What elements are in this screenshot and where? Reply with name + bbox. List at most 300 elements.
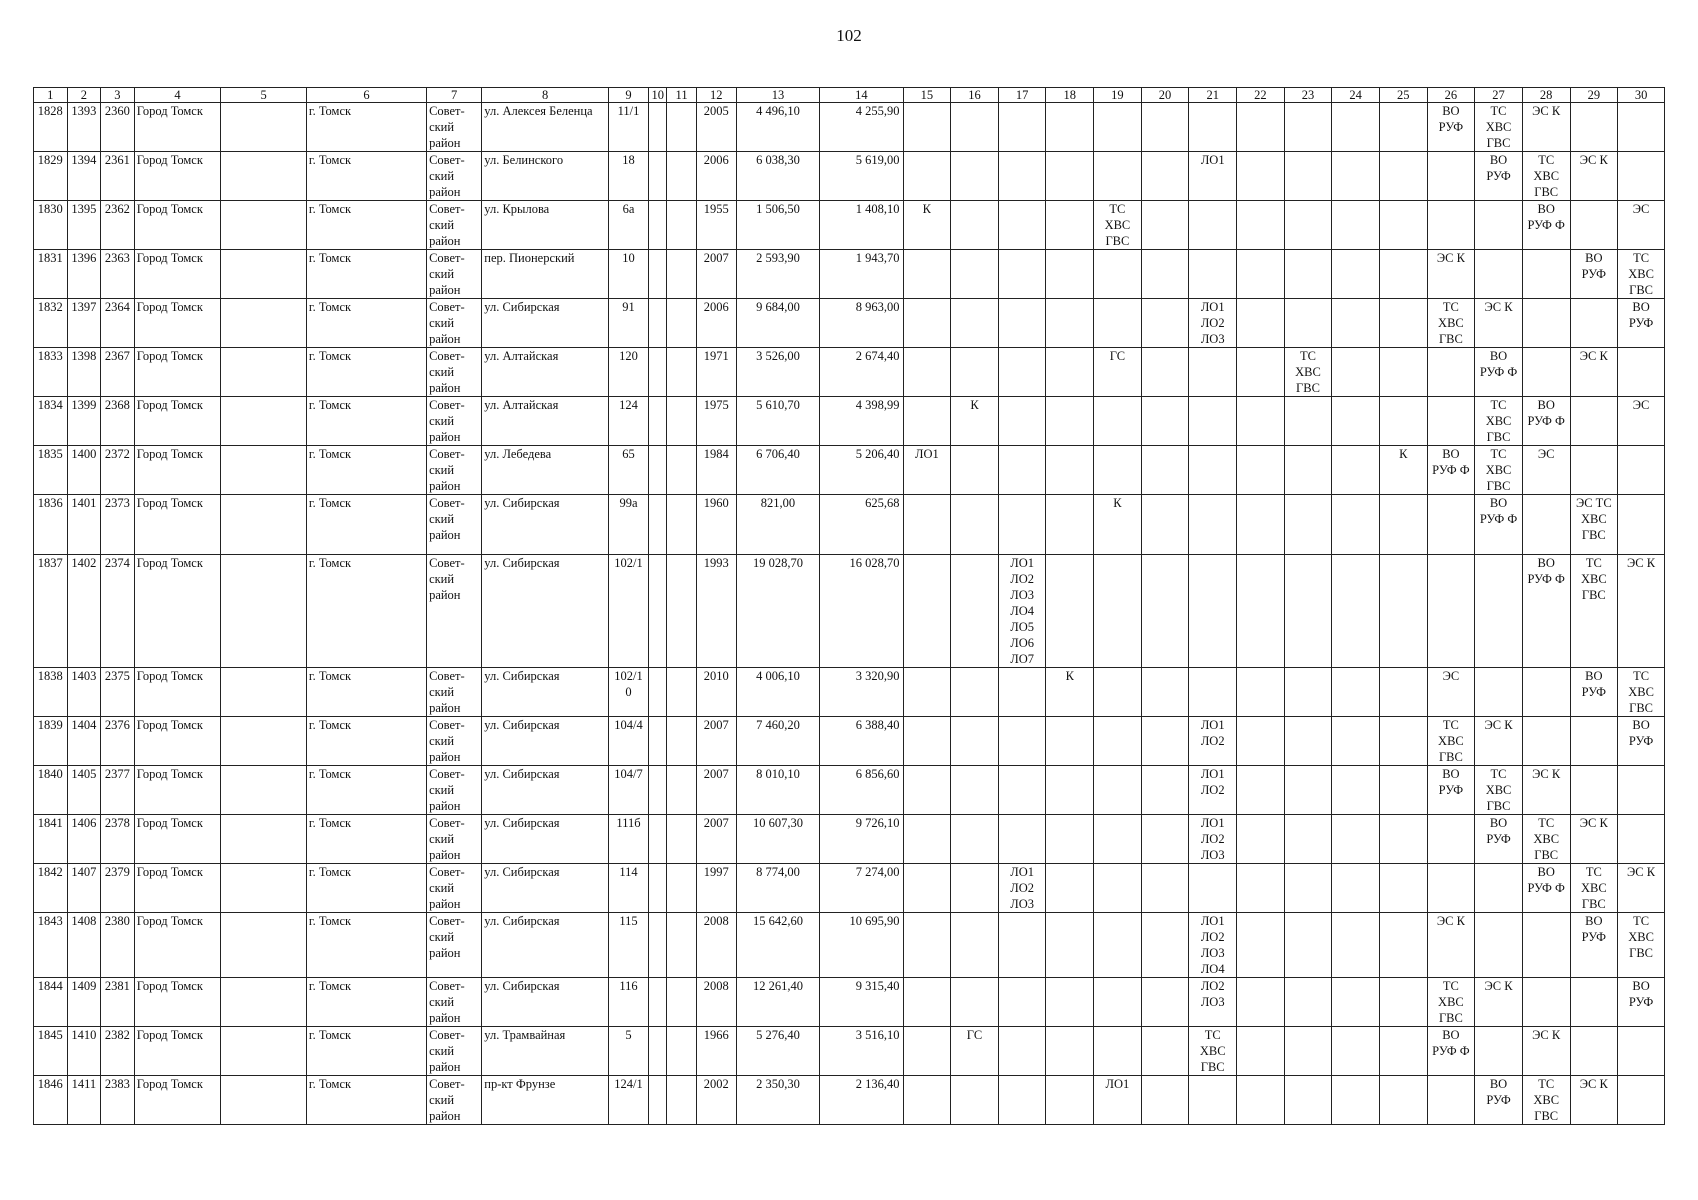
table-cell-col-14: 6 856,60 bbox=[820, 766, 903, 815]
table-cell-col-6: г. Томск bbox=[306, 1027, 426, 1076]
table-row bbox=[34, 668, 1665, 717]
table-cell-col-9: 5 bbox=[608, 1027, 648, 1076]
table-cell-col-3: 2379 bbox=[101, 864, 135, 913]
table-cell-col-28 bbox=[1522, 250, 1570, 299]
table-cell-col-27: ВО РУФ bbox=[1475, 815, 1523, 864]
table-cell-col-17 bbox=[998, 250, 1046, 299]
column-header-20: 20 bbox=[1141, 88, 1189, 103]
table-cell-col-11 bbox=[667, 815, 696, 864]
column-header-5: 5 bbox=[221, 88, 307, 103]
table-cell-col-28: ЭС К bbox=[1522, 766, 1570, 815]
table-cell-col-15 bbox=[903, 103, 951, 152]
table-cell-col-5 bbox=[221, 913, 307, 978]
table-cell-col-18 bbox=[1046, 1076, 1094, 1125]
table-cell-col-28 bbox=[1522, 978, 1570, 1027]
table-cell-col-17 bbox=[998, 103, 1046, 152]
table-cell-col-19 bbox=[1094, 913, 1142, 978]
table-cell-col-23: ТС ХВС ГВС bbox=[1284, 348, 1332, 397]
table-cell-col-1: 1837 bbox=[34, 555, 68, 668]
table-cell-col-11 bbox=[667, 1027, 696, 1076]
table-cell-col-21 bbox=[1189, 668, 1237, 717]
table-cell-col-14: 6 388,40 bbox=[820, 717, 903, 766]
table-cell-col-24 bbox=[1332, 766, 1380, 815]
table-cell-col-10 bbox=[649, 299, 667, 348]
table-cell-col-8: ул. Алексея Беленца bbox=[482, 103, 609, 152]
table-cell-col-9: 115 bbox=[608, 913, 648, 978]
table-cell-col-3: 2381 bbox=[101, 978, 135, 1027]
table-row bbox=[34, 717, 1665, 766]
table-cell-col-29 bbox=[1570, 978, 1618, 1027]
column-header-13: 13 bbox=[736, 88, 819, 103]
table-cell-col-30: ЭС bbox=[1618, 397, 1665, 446]
table-cell-col-26: ЭС bbox=[1427, 668, 1475, 717]
table-cell-col-11 bbox=[667, 978, 696, 1027]
table-cell-col-3: 2361 bbox=[101, 152, 135, 201]
table-cell-col-20 bbox=[1141, 978, 1189, 1027]
table-cell-col-6: г. Томск bbox=[306, 103, 426, 152]
table-cell-col-14: 1 408,10 bbox=[820, 201, 903, 250]
table-cell-col-26 bbox=[1427, 1076, 1475, 1125]
table-cell-col-15 bbox=[903, 250, 951, 299]
table-cell-col-27: ТС ХВС ГВС bbox=[1475, 446, 1523, 495]
table-cell-col-16 bbox=[951, 446, 999, 495]
table-cell-col-29: ВО РУФ bbox=[1570, 913, 1618, 978]
table-cell-col-20 bbox=[1141, 152, 1189, 201]
table-cell-col-6: г. Томск bbox=[306, 1076, 426, 1125]
table-cell-col-26 bbox=[1427, 152, 1475, 201]
table-cell-col-6: г. Томск bbox=[306, 446, 426, 495]
table-cell-col-28 bbox=[1522, 299, 1570, 348]
table-cell-col-21: ТС ХВС ГВС bbox=[1189, 1027, 1237, 1076]
table-row bbox=[34, 446, 1665, 495]
table-cell-col-14: 16 028,70 bbox=[820, 555, 903, 668]
table-cell-col-1: 1844 bbox=[34, 978, 68, 1027]
table-cell-col-8: ул. Белинского bbox=[482, 152, 609, 201]
table-cell-col-2: 1404 bbox=[67, 717, 101, 766]
table-cell-col-27 bbox=[1475, 913, 1523, 978]
register-table bbox=[33, 87, 1665, 1125]
table-cell-col-19 bbox=[1094, 397, 1142, 446]
table-cell-col-17 bbox=[998, 717, 1046, 766]
table-cell-col-28 bbox=[1522, 348, 1570, 397]
table-cell-col-28: ЭС К bbox=[1522, 1027, 1570, 1076]
table-cell-col-15 bbox=[903, 152, 951, 201]
table-cell-col-1: 1828 bbox=[34, 103, 68, 152]
table-cell-col-1: 1843 bbox=[34, 913, 68, 978]
table-cell-col-12: 1966 bbox=[696, 1027, 736, 1076]
table-cell-col-16 bbox=[951, 250, 999, 299]
table-cell-col-2: 1411 bbox=[67, 1076, 101, 1125]
table-cell-col-4: Город Томск bbox=[134, 348, 221, 397]
table-cell-col-21 bbox=[1189, 397, 1237, 446]
table-cell-col-3: 2374 bbox=[101, 555, 135, 668]
table-cell-col-10 bbox=[649, 913, 667, 978]
table-cell-col-5 bbox=[221, 446, 307, 495]
table-cell-col-23 bbox=[1284, 201, 1332, 250]
table-cell-col-30 bbox=[1618, 152, 1665, 201]
table-cell-col-18 bbox=[1046, 717, 1094, 766]
column-header-4: 4 bbox=[134, 88, 221, 103]
table-cell-col-26: ВО РУФ Ф bbox=[1427, 446, 1475, 495]
table-cell-col-10 bbox=[649, 250, 667, 299]
table-cell-col-7: Совет- ский район bbox=[427, 201, 482, 250]
table-cell-col-17 bbox=[998, 495, 1046, 555]
table-cell-col-29 bbox=[1570, 201, 1618, 250]
table-cell-col-6: г. Томск bbox=[306, 495, 426, 555]
table-cell-col-14: 3 320,90 bbox=[820, 668, 903, 717]
column-header-3: 3 bbox=[101, 88, 135, 103]
table-cell-col-24 bbox=[1332, 250, 1380, 299]
table-cell-col-7: Совет- ский район bbox=[427, 978, 482, 1027]
table-cell-col-21 bbox=[1189, 1076, 1237, 1125]
table-cell-col-30 bbox=[1618, 348, 1665, 397]
table-cell-col-25 bbox=[1379, 1076, 1427, 1125]
table-cell-col-17 bbox=[998, 299, 1046, 348]
table-cell-col-3: 2372 bbox=[101, 446, 135, 495]
table-cell-col-3: 2364 bbox=[101, 299, 135, 348]
table-cell-col-1: 1842 bbox=[34, 864, 68, 913]
table-cell-col-23 bbox=[1284, 815, 1332, 864]
table-cell-col-17 bbox=[998, 815, 1046, 864]
table-cell-col-7: Совет- ский район bbox=[427, 446, 482, 495]
table-row bbox=[34, 250, 1665, 299]
table-cell-col-7: Совет- ский район bbox=[427, 495, 482, 555]
table-cell-col-24 bbox=[1332, 103, 1380, 152]
table-cell-col-12: 1984 bbox=[696, 446, 736, 495]
table-cell-col-25 bbox=[1379, 864, 1427, 913]
table-cell-col-26: ЭС К bbox=[1427, 250, 1475, 299]
table-cell-col-24 bbox=[1332, 299, 1380, 348]
table-cell-col-5 bbox=[221, 555, 307, 668]
table-cell-col-8: ул. Сибирская bbox=[482, 717, 609, 766]
table-cell-col-15 bbox=[903, 766, 951, 815]
table-cell-col-7: Совет- ский район bbox=[427, 815, 482, 864]
table-cell-col-16 bbox=[951, 864, 999, 913]
table-cell-col-10 bbox=[649, 555, 667, 668]
table-cell-col-3: 2382 bbox=[101, 1027, 135, 1076]
table-cell-col-25: К bbox=[1379, 446, 1427, 495]
table-cell-col-26 bbox=[1427, 397, 1475, 446]
table-cell-col-16: ГС bbox=[951, 1027, 999, 1076]
table-cell-col-18 bbox=[1046, 201, 1094, 250]
table-cell-col-12: 2006 bbox=[696, 152, 736, 201]
table-cell-col-26: ТС ХВС ГВС bbox=[1427, 978, 1475, 1027]
table-cell-col-18 bbox=[1046, 495, 1094, 555]
table-cell-col-13: 7 460,20 bbox=[736, 717, 819, 766]
table-cell-col-24 bbox=[1332, 201, 1380, 250]
table-cell-col-8: ул. Сибирская bbox=[482, 913, 609, 978]
table-cell-col-3: 2363 bbox=[101, 250, 135, 299]
table-cell-col-23 bbox=[1284, 668, 1332, 717]
table-cell-col-2: 1410 bbox=[67, 1027, 101, 1076]
table-row bbox=[34, 555, 1665, 668]
table-cell-col-8: ул. Алтайская bbox=[482, 397, 609, 446]
table-cell-col-20 bbox=[1141, 397, 1189, 446]
table-cell-col-3: 2383 bbox=[101, 1076, 135, 1125]
table-cell-col-24 bbox=[1332, 1076, 1380, 1125]
table-cell-col-7: Совет- ский район bbox=[427, 913, 482, 978]
table-cell-col-15 bbox=[903, 668, 951, 717]
table-cell-col-12: 2008 bbox=[696, 978, 736, 1027]
table-cell-col-4: Город Томск bbox=[134, 495, 221, 555]
table-cell-col-4: Город Томск bbox=[134, 978, 221, 1027]
table-cell-col-6: г. Томск bbox=[306, 717, 426, 766]
table-cell-col-26: ТС ХВС ГВС bbox=[1427, 299, 1475, 348]
table-cell-col-9: 120 bbox=[608, 348, 648, 397]
table-cell-col-15 bbox=[903, 1027, 951, 1076]
table-cell-col-23 bbox=[1284, 495, 1332, 555]
table-cell-col-15 bbox=[903, 913, 951, 978]
table-cell-col-20 bbox=[1141, 446, 1189, 495]
table-cell-col-4: Город Томск bbox=[134, 152, 221, 201]
table-cell-col-2: 1405 bbox=[67, 766, 101, 815]
table-cell-col-15 bbox=[903, 299, 951, 348]
table-cell-col-5 bbox=[221, 766, 307, 815]
table-cell-col-30 bbox=[1618, 815, 1665, 864]
table-cell-col-5 bbox=[221, 978, 307, 1027]
table-cell-col-21 bbox=[1189, 555, 1237, 668]
table-cell-col-13: 6 706,40 bbox=[736, 446, 819, 495]
table-cell-col-4: Город Томск bbox=[134, 103, 221, 152]
table-cell-col-4: Город Томск bbox=[134, 1027, 221, 1076]
table-cell-col-2: 1397 bbox=[67, 299, 101, 348]
table-cell-col-5 bbox=[221, 864, 307, 913]
table-cell-col-23 bbox=[1284, 978, 1332, 1027]
table-cell-col-7: Совет- ский район bbox=[427, 717, 482, 766]
table-cell-col-21: ЛО1 ЛО2 bbox=[1189, 717, 1237, 766]
table-cell-col-2: 1409 bbox=[67, 978, 101, 1027]
table-cell-col-13: 1 506,50 bbox=[736, 201, 819, 250]
column-header-21: 21 bbox=[1189, 88, 1237, 103]
table-cell-col-24 bbox=[1332, 668, 1380, 717]
column-header-28: 28 bbox=[1522, 88, 1570, 103]
table-cell-col-30: ЭС К bbox=[1618, 864, 1665, 913]
table-cell-col-29 bbox=[1570, 766, 1618, 815]
table-cell-col-6: г. Томск bbox=[306, 978, 426, 1027]
column-header-7: 7 bbox=[427, 88, 482, 103]
table-cell-col-1: 1838 bbox=[34, 668, 68, 717]
table-cell-col-27: ЭС К bbox=[1475, 299, 1523, 348]
table-cell-col-16 bbox=[951, 815, 999, 864]
table-cell-col-22 bbox=[1237, 978, 1285, 1027]
table-cell-col-29 bbox=[1570, 103, 1618, 152]
table-cell-col-6: г. Томск bbox=[306, 913, 426, 978]
table-cell-col-22 bbox=[1237, 201, 1285, 250]
table-cell-col-1: 1836 bbox=[34, 495, 68, 555]
table-cell-col-30 bbox=[1618, 103, 1665, 152]
table-cell-col-1: 1841 bbox=[34, 815, 68, 864]
table-cell-col-19 bbox=[1094, 978, 1142, 1027]
table-cell-col-10 bbox=[649, 1027, 667, 1076]
table-cell-col-21 bbox=[1189, 864, 1237, 913]
table-cell-col-14: 1 943,70 bbox=[820, 250, 903, 299]
table-cell-col-20 bbox=[1141, 668, 1189, 717]
table-cell-col-24 bbox=[1332, 1027, 1380, 1076]
table-cell-col-19 bbox=[1094, 103, 1142, 152]
table-cell-col-23 bbox=[1284, 913, 1332, 978]
table-cell-col-6: г. Томск bbox=[306, 348, 426, 397]
table-cell-col-13: 12 261,40 bbox=[736, 978, 819, 1027]
table-cell-col-8: ул. Сибирская bbox=[482, 978, 609, 1027]
table-cell-col-24 bbox=[1332, 495, 1380, 555]
table-cell-col-17: ЛО1 ЛО2 ЛО3 bbox=[998, 864, 1046, 913]
table-cell-col-11 bbox=[667, 152, 696, 201]
table-cell-col-13: 4 496,10 bbox=[736, 103, 819, 152]
table-cell-col-1: 1831 bbox=[34, 250, 68, 299]
table-cell-col-10 bbox=[649, 1076, 667, 1125]
table-cell-col-28: ВО РУФ Ф bbox=[1522, 555, 1570, 668]
table-cell-col-13: 4 006,10 bbox=[736, 668, 819, 717]
table-cell-col-16 bbox=[951, 1076, 999, 1125]
table-cell-col-28: ТС ХВС ГВС bbox=[1522, 815, 1570, 864]
table-cell-col-20 bbox=[1141, 864, 1189, 913]
table-cell-col-26 bbox=[1427, 348, 1475, 397]
table-row bbox=[34, 1076, 1665, 1125]
table-cell-col-25 bbox=[1379, 815, 1427, 864]
table-cell-col-15 bbox=[903, 397, 951, 446]
table-cell-col-9: 116 bbox=[608, 978, 648, 1027]
column-header-22: 22 bbox=[1237, 88, 1285, 103]
table-row bbox=[34, 201, 1665, 250]
table-cell-col-16 bbox=[951, 348, 999, 397]
table-cell-col-17 bbox=[998, 446, 1046, 495]
table-cell-col-14: 5 619,00 bbox=[820, 152, 903, 201]
table-cell-col-2: 1394 bbox=[67, 152, 101, 201]
table-cell-col-21: ЛО1 ЛО2 ЛО3 ЛО4 bbox=[1189, 913, 1237, 978]
table-cell-col-2: 1399 bbox=[67, 397, 101, 446]
table-cell-col-4: Город Томск bbox=[134, 250, 221, 299]
table-cell-col-19 bbox=[1094, 555, 1142, 668]
table-cell-col-28 bbox=[1522, 495, 1570, 555]
table-cell-col-20 bbox=[1141, 299, 1189, 348]
table-cell-col-17: ЛО1 ЛО2 ЛО3 ЛО4 ЛО5 ЛО6 ЛО7 bbox=[998, 555, 1046, 668]
table-cell-col-6: г. Томск bbox=[306, 201, 426, 250]
table-cell-col-3: 2377 bbox=[101, 766, 135, 815]
table-cell-col-30: ЭС bbox=[1618, 201, 1665, 250]
table-cell-col-30: ТС ХВС ГВС bbox=[1618, 913, 1665, 978]
table-cell-col-25 bbox=[1379, 397, 1427, 446]
table-cell-col-5 bbox=[221, 717, 307, 766]
table-cell-col-16 bbox=[951, 201, 999, 250]
table-cell-col-6: г. Томск bbox=[306, 668, 426, 717]
table-cell-col-30: ВО РУФ bbox=[1618, 299, 1665, 348]
table-cell-col-22 bbox=[1237, 668, 1285, 717]
table-cell-col-28: ВО РУФ Ф bbox=[1522, 864, 1570, 913]
table-cell-col-28 bbox=[1522, 717, 1570, 766]
table-cell-col-8: пр-кт Фрунзе bbox=[482, 1076, 609, 1125]
table-cell-col-18 bbox=[1046, 555, 1094, 668]
table-cell-col-5 bbox=[221, 397, 307, 446]
table-cell-col-3: 2373 bbox=[101, 495, 135, 555]
table-cell-col-19 bbox=[1094, 668, 1142, 717]
table-cell-col-15 bbox=[903, 555, 951, 668]
column-header-10: 10 bbox=[649, 88, 667, 103]
table-cell-col-19 bbox=[1094, 815, 1142, 864]
table-cell-col-25 bbox=[1379, 978, 1427, 1027]
table-cell-col-14: 2 674,40 bbox=[820, 348, 903, 397]
table-cell-col-7: Совет- ский район bbox=[427, 103, 482, 152]
table-cell-col-12: 1993 bbox=[696, 555, 736, 668]
table-cell-col-16 bbox=[951, 766, 999, 815]
table-cell-col-19: ТС ХВС ГВС bbox=[1094, 201, 1142, 250]
table-cell-col-11 bbox=[667, 397, 696, 446]
table-cell-col-26: ВО РУФ bbox=[1427, 103, 1475, 152]
table-cell-col-22 bbox=[1237, 299, 1285, 348]
table-cell-col-16 bbox=[951, 103, 999, 152]
table-cell-col-27: ВО РУФ Ф bbox=[1475, 495, 1523, 555]
table-cell-col-1: 1834 bbox=[34, 397, 68, 446]
table-cell-col-29: ЭС К bbox=[1570, 152, 1618, 201]
table-cell-col-4: Город Томск bbox=[134, 668, 221, 717]
table-cell-col-3: 2376 bbox=[101, 717, 135, 766]
table-cell-col-10 bbox=[649, 152, 667, 201]
table-cell-col-27 bbox=[1475, 1027, 1523, 1076]
column-header-11: 11 bbox=[667, 88, 696, 103]
table-cell-col-13: 8 774,00 bbox=[736, 864, 819, 913]
table-cell-col-26: ВО РУФ Ф bbox=[1427, 1027, 1475, 1076]
table-cell-col-2: 1396 bbox=[67, 250, 101, 299]
table-cell-col-6: г. Томск bbox=[306, 766, 426, 815]
column-header-23: 23 bbox=[1284, 88, 1332, 103]
table-cell-col-18 bbox=[1046, 815, 1094, 864]
table-row bbox=[34, 766, 1665, 815]
table-cell-col-24 bbox=[1332, 397, 1380, 446]
table-cell-col-11 bbox=[667, 913, 696, 978]
table-cell-col-4: Город Томск bbox=[134, 397, 221, 446]
table-cell-col-23 bbox=[1284, 299, 1332, 348]
table-cell-col-20 bbox=[1141, 103, 1189, 152]
table-cell-col-1: 1840 bbox=[34, 766, 68, 815]
table-cell-col-26 bbox=[1427, 495, 1475, 555]
table-cell-col-23 bbox=[1284, 1076, 1332, 1125]
table-cell-col-17 bbox=[998, 201, 1046, 250]
table-cell-col-18 bbox=[1046, 348, 1094, 397]
table-cell-col-15 bbox=[903, 348, 951, 397]
table-cell-col-21: ЛО2 ЛО3 bbox=[1189, 978, 1237, 1027]
column-header-18: 18 bbox=[1046, 88, 1094, 103]
table-cell-col-14: 10 695,90 bbox=[820, 913, 903, 978]
table-cell-col-15: К bbox=[903, 201, 951, 250]
table-cell-col-19 bbox=[1094, 250, 1142, 299]
table-cell-col-20 bbox=[1141, 913, 1189, 978]
table-cell-col-18 bbox=[1046, 250, 1094, 299]
table-cell-col-13: 5 610,70 bbox=[736, 397, 819, 446]
table-cell-col-30 bbox=[1618, 1027, 1665, 1076]
table-cell-col-12: 1960 bbox=[696, 495, 736, 555]
table-cell-col-27: ТС ХВС ГВС bbox=[1475, 397, 1523, 446]
table-row bbox=[34, 978, 1665, 1027]
table-cell-col-25 bbox=[1379, 103, 1427, 152]
table-cell-col-13: 821,00 bbox=[736, 495, 819, 555]
table-cell-col-28: ЭС К bbox=[1522, 103, 1570, 152]
table-cell-col-19: К bbox=[1094, 495, 1142, 555]
table-cell-col-14: 5 206,40 bbox=[820, 446, 903, 495]
table-cell-col-15 bbox=[903, 815, 951, 864]
table-cell-col-29: ТС ХВС ГВС bbox=[1570, 555, 1618, 668]
table-cell-col-12: 2002 bbox=[696, 1076, 736, 1125]
table-cell-col-29: ЭС К bbox=[1570, 815, 1618, 864]
table-cell-col-2: 1401 bbox=[67, 495, 101, 555]
table-cell-col-9: 18 bbox=[608, 152, 648, 201]
table-cell-col-1: 1846 bbox=[34, 1076, 68, 1125]
table-cell-col-6: г. Томск bbox=[306, 299, 426, 348]
table-cell-col-5 bbox=[221, 299, 307, 348]
table-cell-col-13: 2 593,90 bbox=[736, 250, 819, 299]
table-cell-col-30: ВО РУФ bbox=[1618, 717, 1665, 766]
table-cell-col-29: ВО РУФ bbox=[1570, 668, 1618, 717]
table-cell-col-21 bbox=[1189, 495, 1237, 555]
table-cell-col-18: К bbox=[1046, 668, 1094, 717]
